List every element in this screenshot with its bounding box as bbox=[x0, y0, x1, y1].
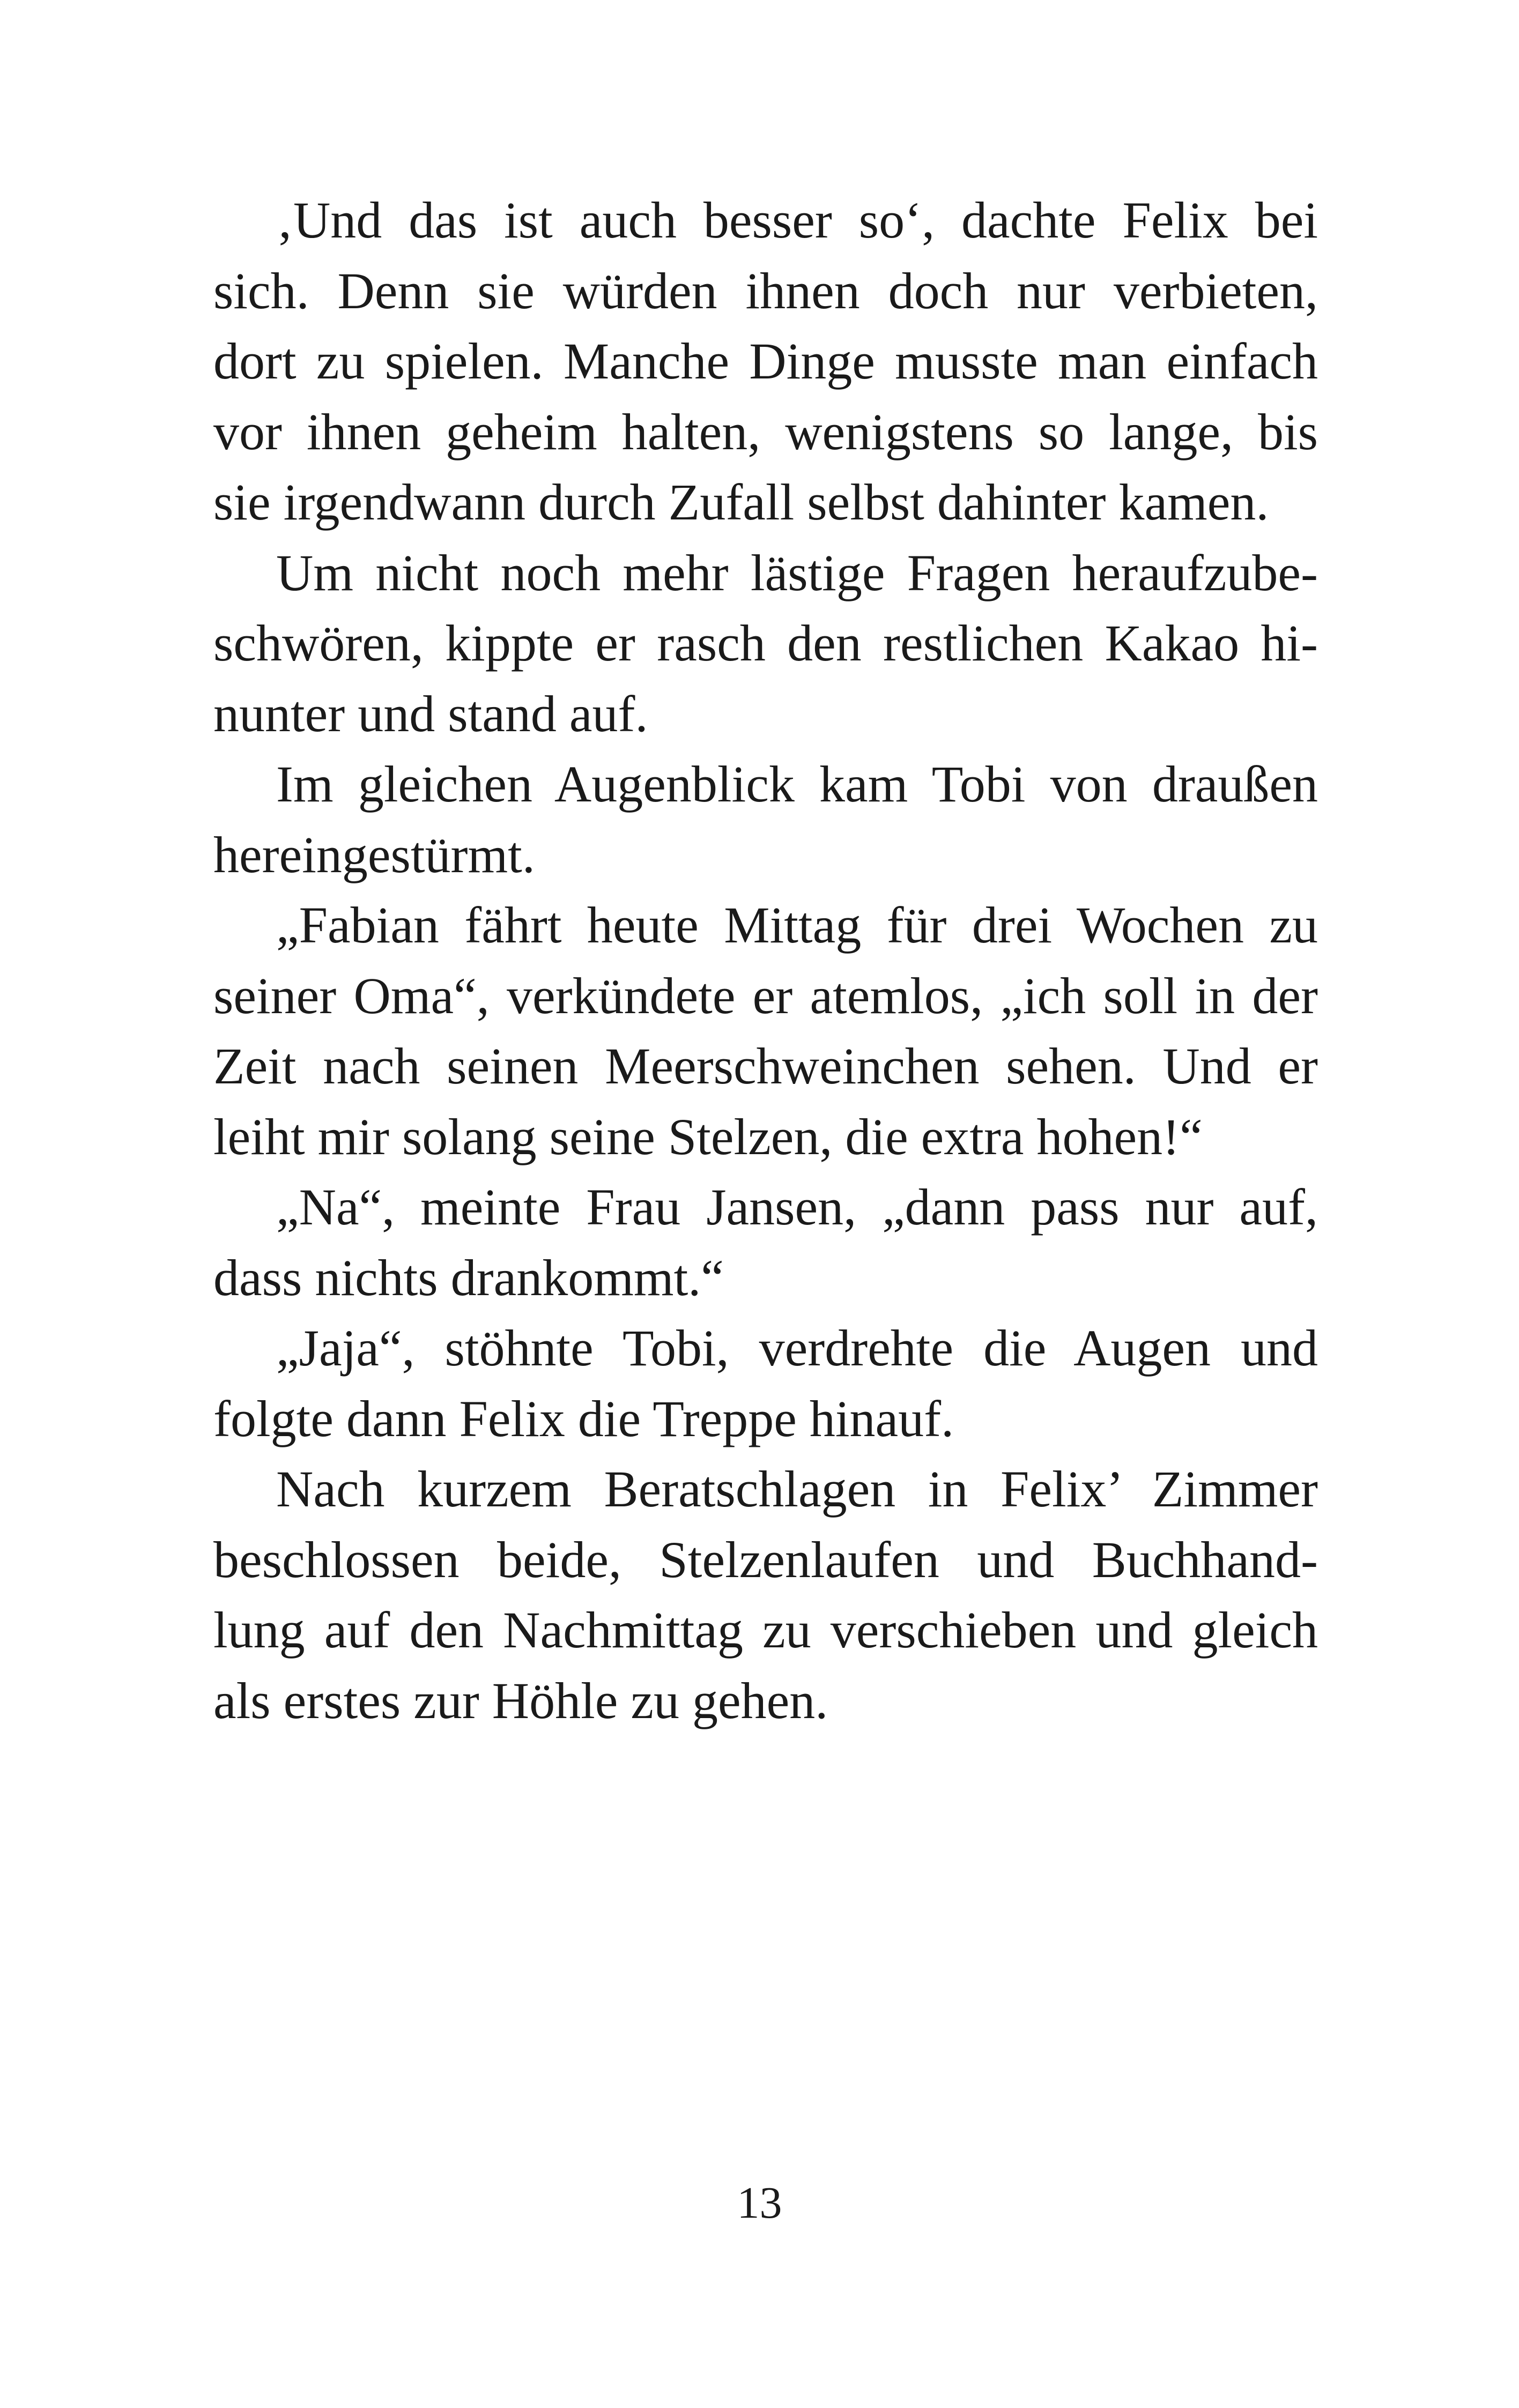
paragraph bbox=[213, 1172, 1318, 1313]
text-line: beschlossen beide, Stelzenlaufen und Buchhand- bbox=[213, 1530, 1318, 1588]
text-line: Zeit nach seinen Meerschweinchen sehen. Und er bbox=[213, 1037, 1318, 1095]
paragraph bbox=[213, 890, 1318, 1172]
text-line: folgte dann Felix die Treppe hinauf. bbox=[213, 1389, 954, 1447]
paragraph bbox=[213, 1454, 1318, 1736]
text-line: „Jaja“, stöhnte Tobi, verdrehte die Augen und bbox=[276, 1319, 1318, 1377]
text-line: hereingestürmt. bbox=[213, 826, 535, 883]
text-line: Nach kurzem Beratschlagen in Felix’ Zimmer bbox=[276, 1460, 1318, 1518]
text-line: sich. Denn sie würden ihnen doch nur verbieten, bbox=[213, 262, 1318, 319]
text-line: dort zu spielen. Manche Dinge musste man einfach bbox=[213, 332, 1318, 390]
body-text bbox=[213, 185, 1318, 1736]
text-line: vor ihnen geheim halten, wenigstens so lange, bis bbox=[213, 403, 1318, 460]
text-line: sie irgendwann durch Zufall selbst dahinter kamen. bbox=[213, 473, 1269, 531]
text-line: „Na“, meinte Frau Jansen, „dann pass nur auf, bbox=[276, 1178, 1318, 1236]
paragraph bbox=[213, 538, 1318, 749]
text-line: als erstes zur Höhle zu gehen. bbox=[213, 1671, 828, 1729]
paragraph bbox=[213, 749, 1318, 890]
text-line: Im gleichen Augenblick kam Tobi von draußen bbox=[276, 755, 1318, 813]
text-line: Um nicht noch mehr lästige Fragen heraufzube- bbox=[276, 544, 1318, 601]
text-line: schwören, kippte er rasch den restlichen Kakao hi- bbox=[213, 614, 1318, 672]
text-line: ‚Und das ist auch besser so‘, dachte Felix bei bbox=[276, 191, 1318, 249]
paragraph bbox=[213, 1313, 1318, 1454]
page-number: 13 bbox=[737, 2178, 782, 2228]
text-line: dass nichts drankommt.“ bbox=[213, 1248, 724, 1306]
text-line: seiner Oma“, verkündete er atemlos, „ich soll in der bbox=[213, 967, 1318, 1024]
text-line: nunter und stand auf. bbox=[213, 685, 648, 742]
text-line: lung auf den Nachmittag zu verschieben und gleich bbox=[213, 1601, 1318, 1659]
paragraph bbox=[213, 185, 1318, 538]
text-line: „Fabian fährt heute Mittag für drei Wochen zu bbox=[276, 896, 1318, 954]
text-line: leiht mir solang seine Stelzen, die extra hohen!“ bbox=[213, 1108, 1203, 1165]
